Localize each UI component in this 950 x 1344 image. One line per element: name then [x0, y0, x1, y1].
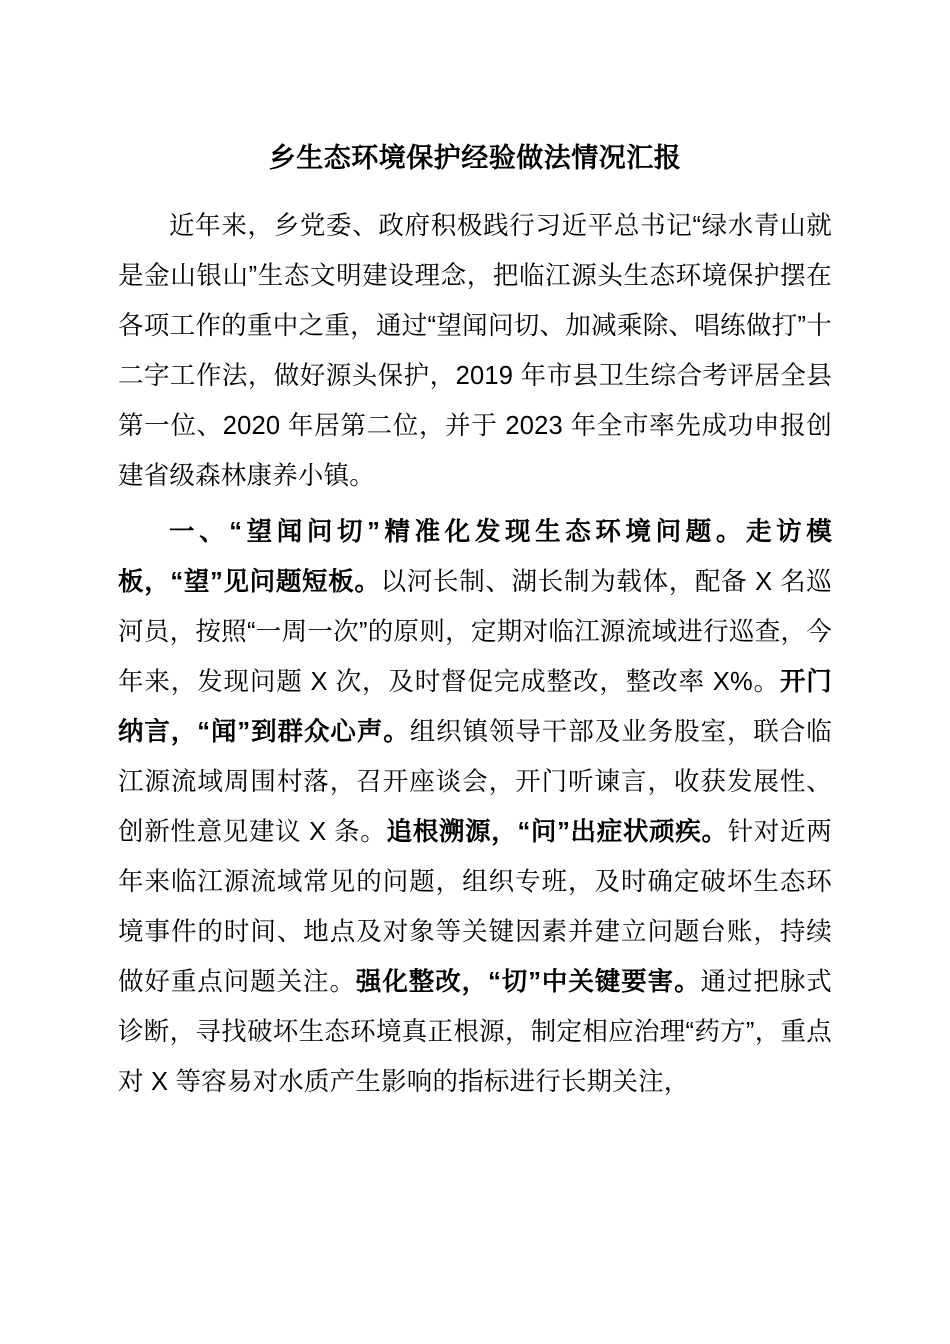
- text-run: 近年来，乡党委、政府积极践行习近平总书记“绿水青山就是金山银山”生态文明建设理念，把临江源头生态环境保护摆在各项工作的重中之重，通过“望闻问切、加减乘除、唱练做打”十二字工作法，做好源头保护，2019 年市县卫生综合考评居全县第一位、2020 年居第二位，并于 2023 年全市率先成功申报创建省级森林康养小镇。: [118, 211, 832, 490]
- text-run: 以河长制、湖长制为载体，配备 X 名巡河员，按照“一周一次”的原则，定期对临江源流域进行巡查，今年来，发现问题 X 次，及时督促完成整改，整改率 X%。: [118, 567, 833, 696]
- text-run: 通过把脉式诊断，寻找破坏生态环境真正根源，制定相应治理“药方”，重点对 X 等容易对水质产生影响的指标进行长期关注，: [118, 967, 832, 1096]
- text-run: 一、“望闻问切”精准化发现生态环境问题。走访模板，“望”见问题短板。: [118, 517, 832, 596]
- page-title: 乡生态环境保护经验做法情况汇报: [268, 143, 682, 173]
- text-run: 针对近两年来临江源流域常见的问题，组织专班，及时确定破坏生态环境事件的时间、地点及对象等关键因素并建立问题台账，持续做好重点问题关注。: [118, 817, 832, 996]
- text-run: 追根溯源，“问”出症状顽疾。: [386, 817, 728, 846]
- text-run: 组织镇领导干部及业务股室，联合临江源流域周围村落，召开座谈会，开门听谏言，收获发展性、创新性意见建议 X 条。: [118, 717, 833, 846]
- text-run: 强化整改，“切”中关键要害。: [355, 967, 701, 996]
- paragraph-intro: [118, 201, 832, 501]
- text-run: 开门纳言，“闻”到群众心声。: [118, 667, 833, 746]
- paragraph-section-one: [118, 507, 832, 1107]
